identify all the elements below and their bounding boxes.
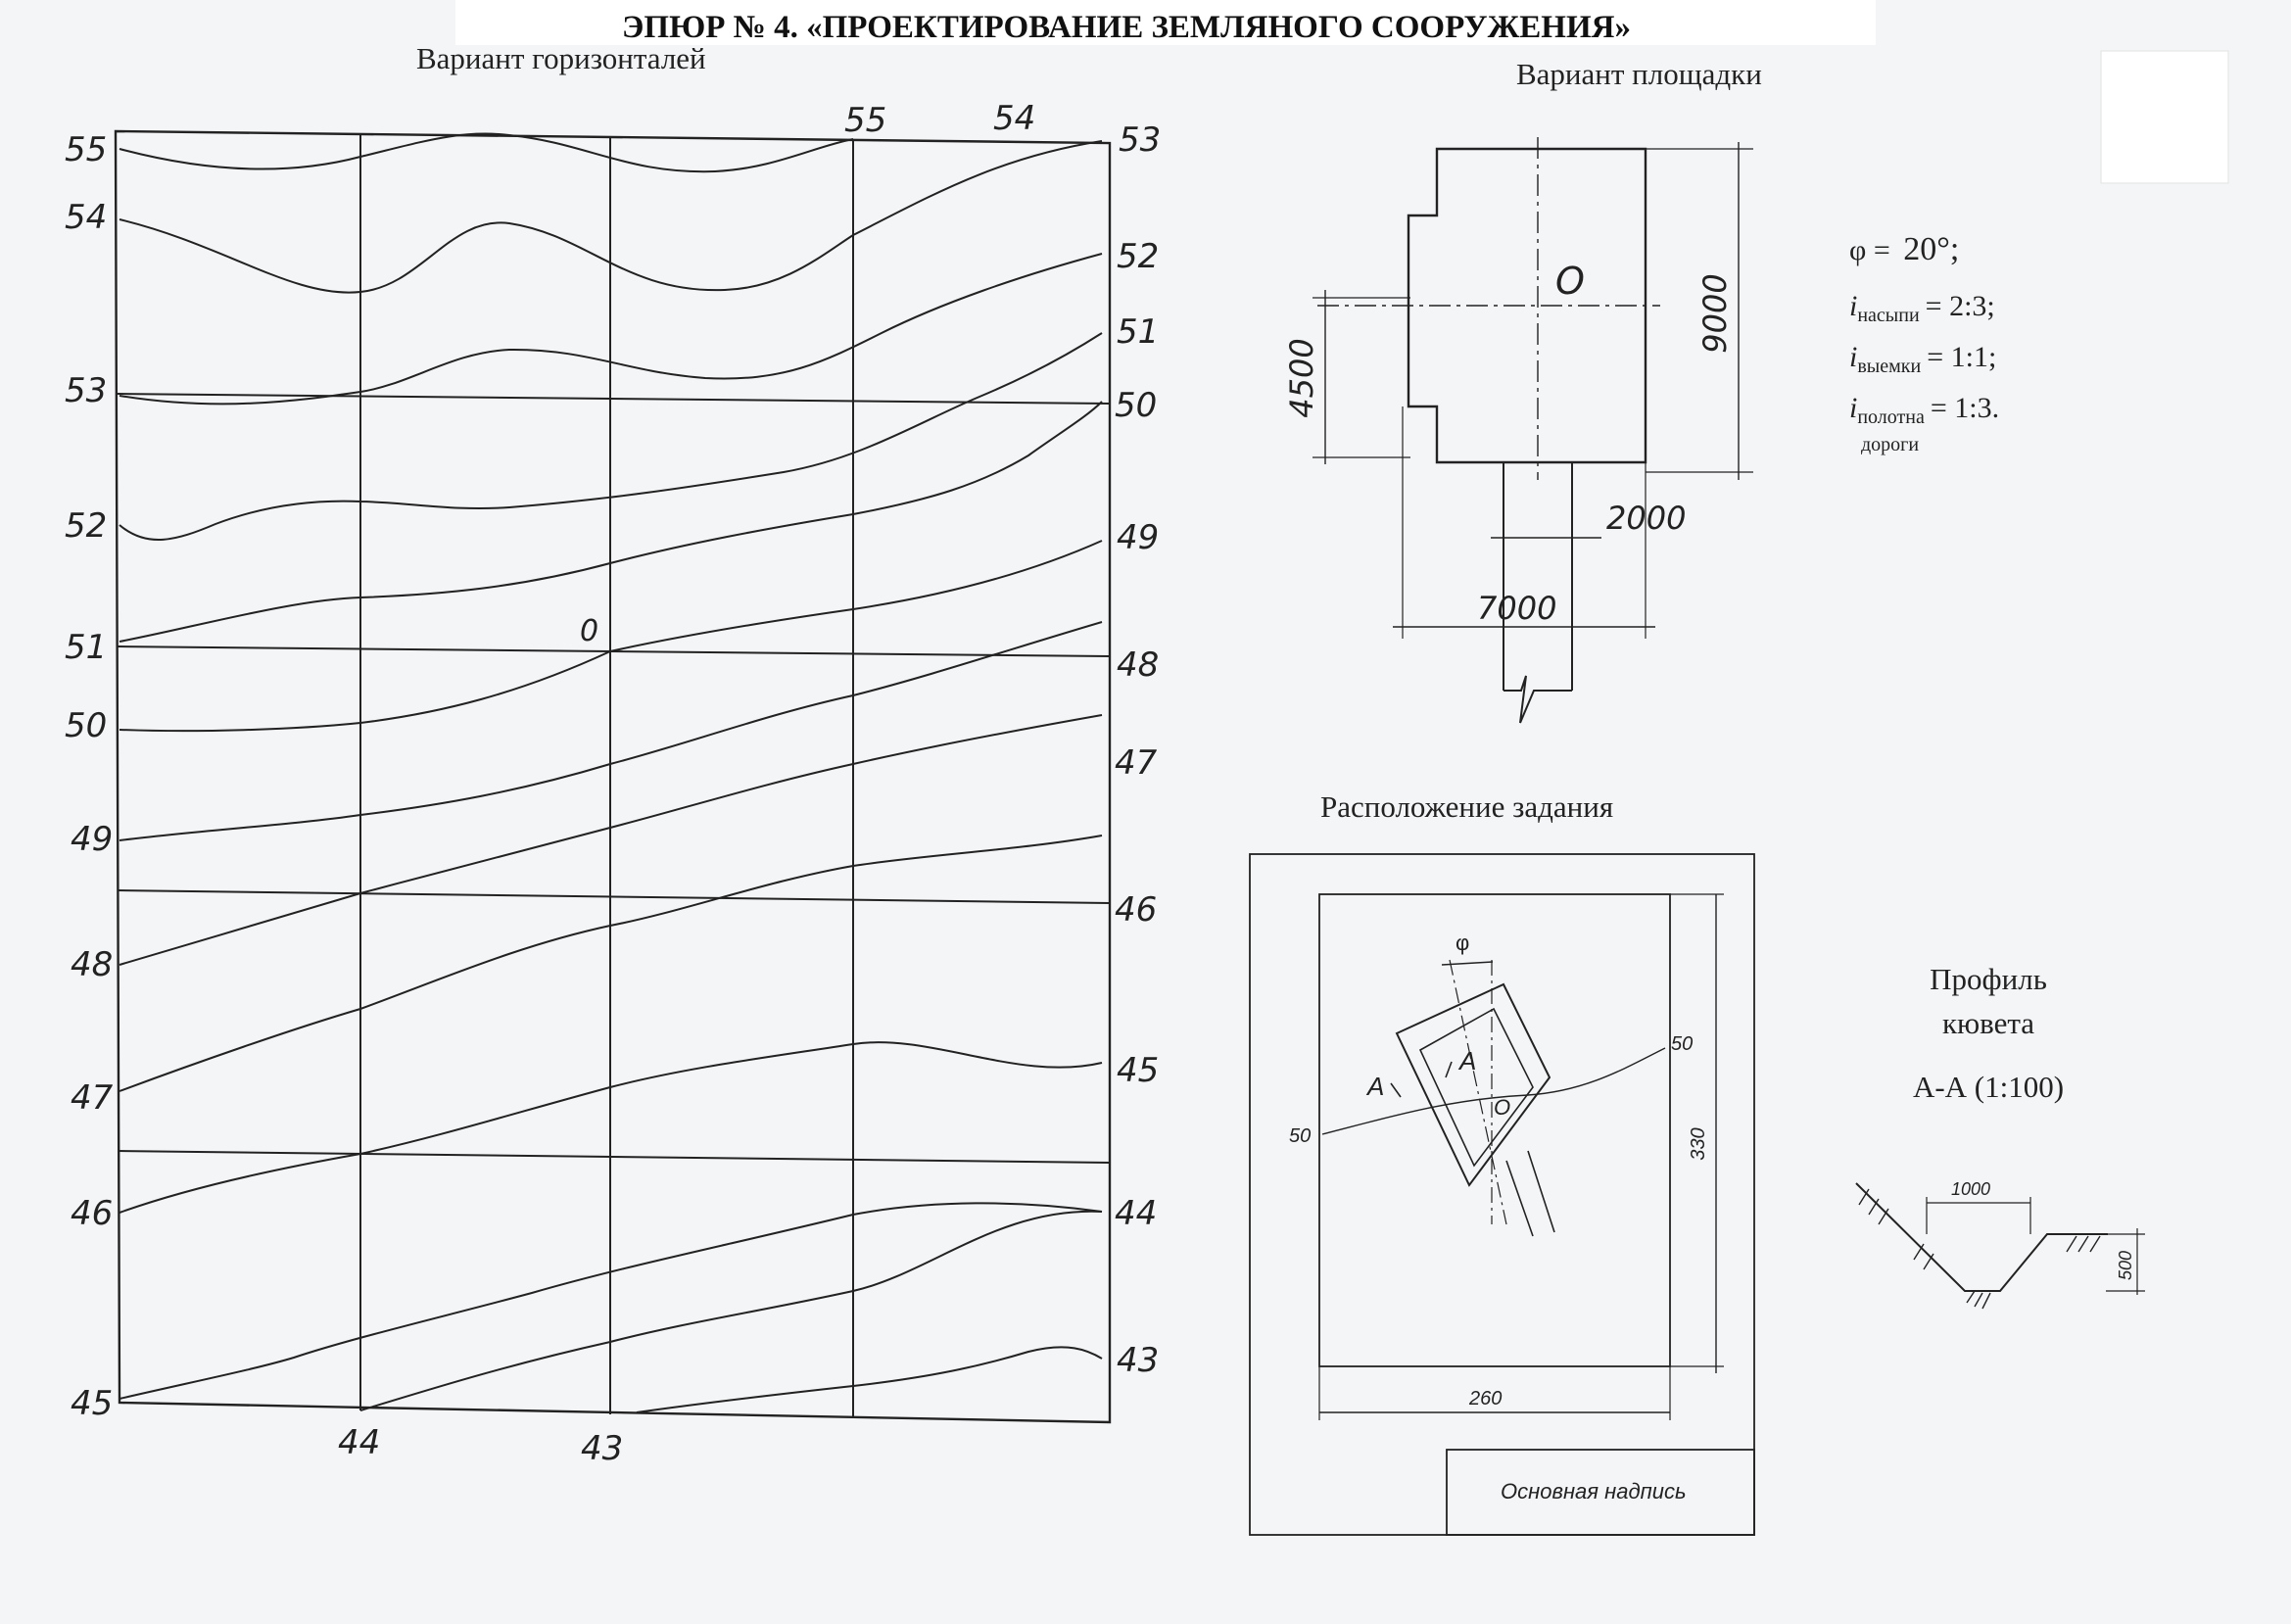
task-layout-caption: Расположение задания [1320,789,1614,824]
cut-slope: $i_{выемки}$ = 1:1; [1849,341,1997,377]
elevation-label: 53 [1119,120,1162,160]
layout-width-dimension: 260 [1469,1388,1503,1409]
road-width-dimension: 2000 [1606,500,1687,537]
ditch-caption-2: кювета [1941,1006,2035,1040]
ditch-caption-3: А-А (1:100) [1912,1070,2065,1104]
elevation-label: 44 [1115,1194,1158,1233]
ditch-width-dimension: 1000 [1951,1179,1991,1199]
elevation-label: 48 [1117,645,1160,685]
section-a-right: A [1459,1046,1477,1075]
elevation-label: 54 [65,198,108,237]
elevation-label: 45 [1117,1051,1160,1090]
elevation-label: 51 [65,628,108,667]
site-height-dimension: 9000 [1696,273,1734,354]
layout-origin-label: O [1494,1095,1511,1120]
site-half-height-dimension: 4500 [1283,338,1320,418]
elevation-label: 50 [1115,386,1158,425]
elevation-label: 53 [65,371,108,410]
elevation-label: 45 [71,1384,114,1423]
contour-50-label-right: 50 [1671,1033,1694,1055]
elevation-label: 43 [1117,1341,1160,1380]
elevation-label: 55 [65,130,108,169]
contour-50-label-left: 50 [1289,1125,1312,1147]
ditch-depth-dimension: 500 [2116,1250,2135,1281]
contour-map-caption: Вариант горизонталей [416,41,706,75]
fill-slope: $i_{насыпи}$ = 2:3; [1849,290,1995,326]
elevation-label: 46 [1115,890,1158,930]
layout-height-dimension: 330 [1688,1127,1709,1161]
elevation-label: 52 [65,506,108,546]
origin-point-label: 0 [580,614,599,648]
corner-stamp [2101,51,2228,183]
elevation-label: 47 [71,1078,114,1118]
elevation-label: 48 [71,945,114,984]
site-plan-caption: Вариант площадки [1516,57,1762,91]
elevation-label: 49 [1117,518,1160,557]
elevation-label: 54 [993,99,1036,138]
elevation-label: 51 [1117,312,1160,352]
phi-label: φ = 20°; [1849,231,1960,267]
elevation-label: 52 [1117,237,1160,276]
elevation-label: 44 [338,1423,381,1462]
elevation-label: 49 [71,820,114,859]
elevation-label: 55 [844,101,887,140]
phi-angle-label: φ [1456,931,1470,955]
elevation-label: 43 [581,1429,624,1468]
elevation-label: 47 [1115,743,1158,783]
site-center-label: O [1555,260,1585,303]
site-width-dimension: 7000 [1477,590,1557,627]
title-block-label: Основная надпись [1501,1479,1687,1504]
elevation-label: 50 [65,706,108,745]
sheet-title: ЭПЮР № 4. «ПРОЕКТИРОВАНИЕ ЗЕМЛЯНОГО СООРУЖЕНИЯ» [622,10,1631,45]
elevation-label: 46 [71,1194,114,1233]
road-slope: $i_{полотна}$ = 1:3. [1849,392,2000,428]
section-a-left: A [1367,1072,1385,1101]
ditch-caption-1: Профиль [1930,962,2047,996]
road-slope-sub: дороги [1861,434,1920,455]
